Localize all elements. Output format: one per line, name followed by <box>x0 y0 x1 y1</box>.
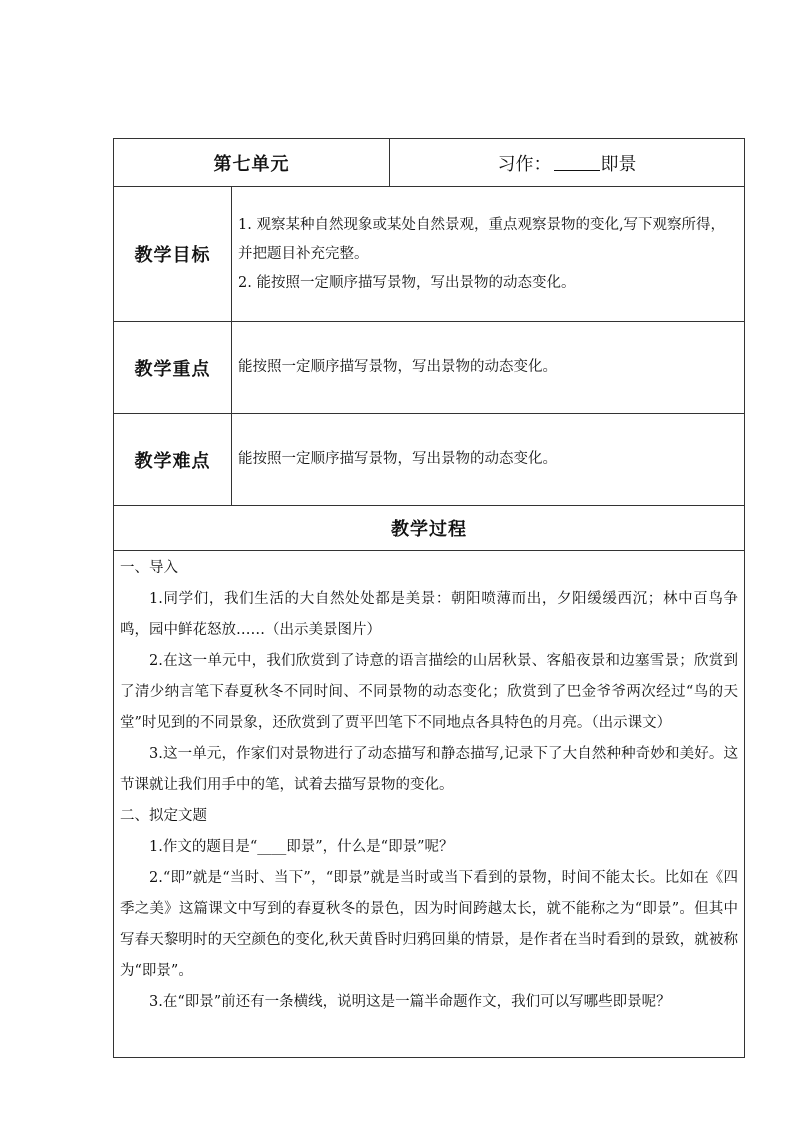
paragraph: 2.“即”就是“当时、当下”，“即景”就是当时或当下看到的景物，时间不能太长。比如在《四季之美》这篇课文中写到的春夏秋冬的景色，因为时间跨越太长，就不能称之为“即景”。但其中写春天黎明时的天空颜色的变化,秋天黄昏时归鸦回巢的情景，是作者在当时看到的景致，就被称为“即景”。 <box>120 870 738 979</box>
topic-prefix: 习作： <box>497 153 552 175</box>
difficulty-text: 能按照一定顺序描写景物，写出景物的动态变化。 <box>232 414 745 506</box>
process-content <box>114 551 745 1058</box>
key-point-text: 能按照一定顺序描写景物，写出景物的动态变化。 <box>232 322 745 414</box>
unit-cell <box>114 139 390 187</box>
goals-label: 教学目标 <box>114 187 232 322</box>
topic-cell <box>390 139 745 187</box>
process-row <box>114 551 745 1058</box>
unit-title: 第七单元 <box>213 153 290 175</box>
paragraph: 3.这一单元，作家们对景物进行了动态描写和静态描写,记录下了大自然种种奇妙和美好。这节课就让我们用手中的笔，试着去描写景物的变化。 <box>120 746 738 793</box>
process-title: 教学过程 <box>114 506 745 551</box>
difficulty-row <box>114 414 745 506</box>
lesson-plan-table <box>113 138 745 1058</box>
paragraph: 1.同学们，我们生活的大自然处处都是美景：朝阳喷薄而出，夕阳缓缓西沉；林中百鸟争鸣，园中鲜花怒放……（出示美景图片） <box>120 591 738 638</box>
header-row <box>114 139 745 187</box>
paragraph: 2.在这一单元中，我们欣赏到了诗意的语言描绘的山居秋景、客船夜景和边塞雪景；欣赏到了清少纳言笔下春夏秋冬不同时间、不同景物的动态变化；欣赏到了巴金爷爷两次经过“鸟的天堂”时见到的不同景象，还欣赏到了贾平凹笔下不同地点各具特色的月亮。（出示课文） <box>120 653 738 731</box>
difficulty-label: 教学难点 <box>114 414 232 506</box>
goal-item: 2. 能按照一定顺序描写景物，写出景物的动态变化。 <box>238 274 576 291</box>
section-heading: 一、导入 <box>120 560 178 576</box>
key-point-label: 教学重点 <box>114 322 232 414</box>
paragraph: 1.作文的题目是“____即景”，什么是“即景”呢？ <box>149 839 454 855</box>
process-title-row <box>114 506 745 551</box>
goal-item: 1. 观察某种自然现象或某处自然景观，重点观察景物的变化,写下观察所得，并把题目补充完整。 <box>238 216 726 262</box>
goals-content <box>232 187 745 322</box>
topic-suffix: 即景 <box>600 153 637 175</box>
title-blank-line <box>554 154 600 171</box>
goals-row <box>114 187 745 322</box>
key-point-row <box>114 322 745 414</box>
section-heading: 二、拟定文题 <box>120 808 207 824</box>
paragraph: 3.在“即景”前还有一条横线，说明这是一篇半命题作文，我们可以写哪些即景呢？ <box>149 994 671 1010</box>
